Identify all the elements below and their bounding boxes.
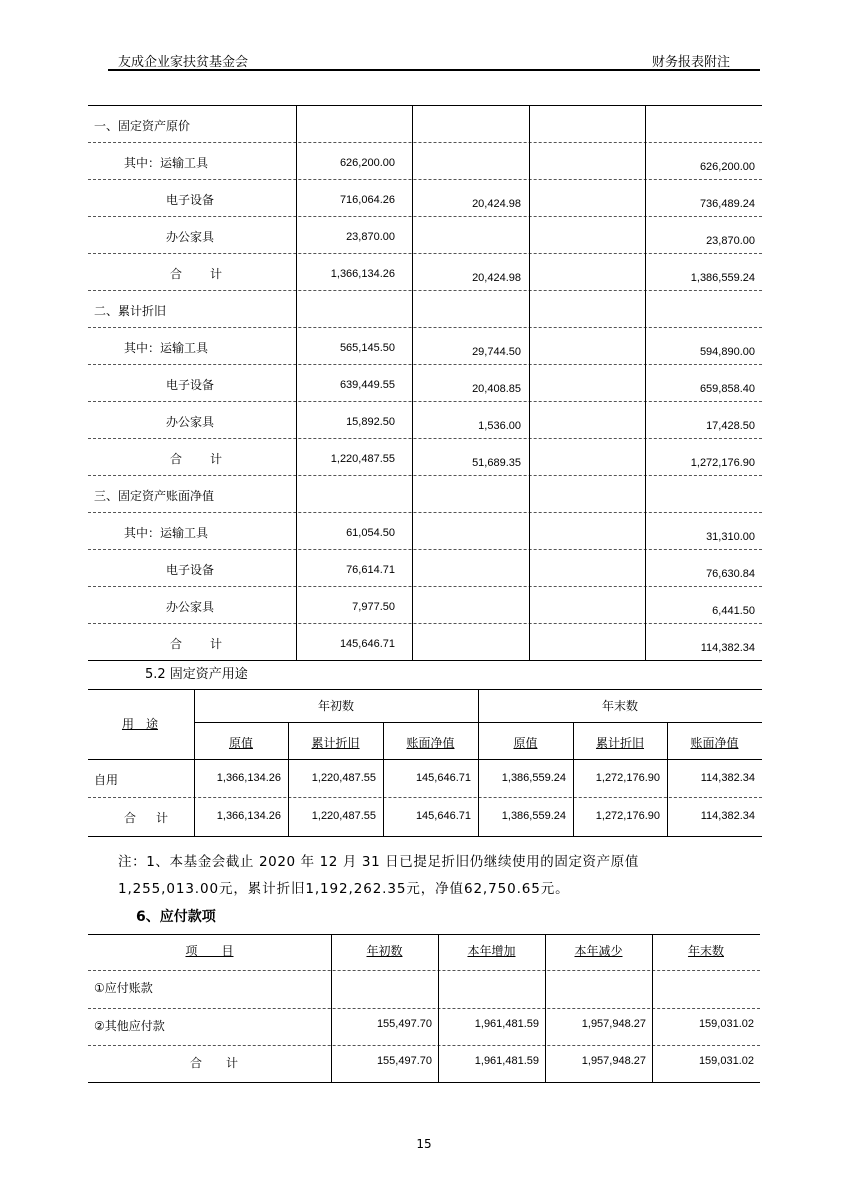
note-line-2: 1,255,013.00元，累计折旧1,192,262.35元，净值62,750.65元。 xyxy=(118,881,570,897)
usage-cell: 1,366,134.26 xyxy=(216,810,281,822)
fa-row-label: 其中：运输工具 xyxy=(124,526,209,540)
fa-cell-increase: 20,424.98 xyxy=(472,198,521,210)
fa-row-rule xyxy=(88,290,762,291)
usage-sub-net-2: 账面净值 xyxy=(690,736,739,750)
fa-cell-closing: 76,630.84 xyxy=(706,568,755,580)
fa-cell-increase: 29,744.50 xyxy=(472,346,521,358)
payables-header: 本年减少 xyxy=(574,944,623,958)
fa-row-rule xyxy=(88,253,762,254)
fa-row-label: 合 计 xyxy=(170,267,231,281)
fa-row-label: 电子设备 xyxy=(166,193,215,207)
usage-rule-row xyxy=(88,797,762,798)
fa-cell-closing: 23,870.00 xyxy=(706,235,755,247)
usage-cell: 114,382.34 xyxy=(700,772,755,784)
fa-row-rule xyxy=(88,179,762,180)
usage-cell: 1,386,559.24 xyxy=(501,772,566,784)
usage-cell: 1,366,134.26 xyxy=(216,772,281,784)
fa-cell-closing: 1,272,176.90 xyxy=(690,457,755,469)
fa-row-label: 二、累计折旧 xyxy=(94,304,167,318)
fa-cell-opening: 7,977.50 xyxy=(352,601,395,613)
fa-row-label: 其中：运输工具 xyxy=(124,156,209,170)
usage-row-label: 自用 xyxy=(94,773,119,787)
usage-section-title: 5.2 固定资产用途 xyxy=(145,667,248,682)
fa-vline-4 xyxy=(645,105,646,660)
fa-cell-closing: 626,200.00 xyxy=(699,161,755,173)
fa-cell-opening: 565,145.50 xyxy=(339,342,395,354)
fa-cell-closing: 736,489.24 xyxy=(699,198,755,210)
usage-sub-original-1: 原值 xyxy=(228,736,253,750)
note-line-1: 注：1、本基金会截止 2020 年 12 月 31 日已提足折旧仍继续使用的固定资产原值 xyxy=(118,854,639,870)
fa-row-label: 合 计 xyxy=(170,637,231,651)
payables-header: 年末数 xyxy=(687,944,724,958)
fa-row-rule xyxy=(88,142,762,143)
payables-header: 本年增加 xyxy=(467,944,516,958)
fa-row-rule xyxy=(88,623,762,624)
fa-row-rule xyxy=(88,475,762,476)
usage-rule-top xyxy=(88,689,762,690)
fa-cell-increase: 51,689.35 xyxy=(472,457,521,469)
fa-cell-opening: 145,646.71 xyxy=(339,638,395,650)
fa-row-rule xyxy=(88,216,762,217)
fa-cell-closing: 1,386,559.24 xyxy=(690,272,755,284)
usage-col-use: 用 途 xyxy=(121,717,158,731)
usage-cell: 1,220,487.55 xyxy=(311,772,376,784)
usage-sub-original-2: 原值 xyxy=(513,736,538,750)
fa-cell-closing: 114,382.34 xyxy=(700,642,755,654)
fa-cell-closing: 594,890.00 xyxy=(699,346,755,358)
fa-cell-increase: 20,424.98 xyxy=(472,272,521,284)
fa-cell-opening: 76,614.71 xyxy=(346,564,395,576)
payables-section-title: 6、应付款项 xyxy=(136,909,216,925)
fa-row-label: 办公家具 xyxy=(166,600,215,614)
payables-cell: 1,961,481.59 xyxy=(474,1055,539,1067)
payables-cell: 1,961,481.59 xyxy=(474,1018,539,1030)
fa-cell-closing: 6,441.50 xyxy=(712,605,755,617)
fa-vline-1 xyxy=(296,105,297,660)
fa-row-label: 办公家具 xyxy=(166,415,215,429)
payables-rule-top xyxy=(88,934,760,935)
payables-row-label: 合 计 xyxy=(190,1056,245,1070)
fa-cell-opening: 639,449.55 xyxy=(339,379,395,391)
usage-cell: 1,272,176.90 xyxy=(595,772,660,784)
usage-group-end: 年末数 xyxy=(601,699,638,713)
fa-cell-increase: 20,408.85 xyxy=(472,383,521,395)
fa-vline-3 xyxy=(529,105,530,660)
fa-rule-top xyxy=(88,105,762,106)
fa-cell-closing: 659,858.40 xyxy=(699,383,755,395)
payables-rule-1 xyxy=(88,970,760,971)
usage-sub-net-1: 账面净值 xyxy=(406,736,455,750)
fa-row-rule xyxy=(88,512,762,513)
usage-sub-accum-1: 累计折旧 xyxy=(311,736,360,750)
fa-row-label: 三、固定资产账面净值 xyxy=(94,489,215,503)
usage-group-begin: 年初数 xyxy=(317,699,354,713)
payables-rule-3 xyxy=(88,1045,760,1046)
fa-cell-opening: 23,870.00 xyxy=(346,231,395,243)
usage-sub-accum-2: 累计折旧 xyxy=(595,736,644,750)
payables-rule-bottom xyxy=(88,1082,760,1083)
fa-cell-opening: 1,220,487.55 xyxy=(330,453,395,465)
usage-cell: 1,272,176.90 xyxy=(595,810,660,822)
payables-cell: 159,031.02 xyxy=(698,1055,754,1067)
usage-rule-bottom xyxy=(88,836,762,837)
header-section: 财务报表附注 xyxy=(652,55,731,70)
payables-row-label: ②其他应付款 xyxy=(94,1019,165,1033)
fa-cell-opening: 626,200.00 xyxy=(339,157,395,169)
fa-row-rule xyxy=(88,364,762,365)
usage-cell: 1,220,487.55 xyxy=(311,810,376,822)
fa-cell-opening: 716,064.26 xyxy=(339,194,395,206)
fa-cell-opening: 61,054.50 xyxy=(346,527,395,539)
fa-cell-opening: 15,892.50 xyxy=(346,416,395,428)
usage-cell: 1,386,559.24 xyxy=(501,810,566,822)
fa-cell-closing: 17,428.50 xyxy=(706,420,755,432)
usage-row-label: 合 计 xyxy=(124,811,173,825)
fa-row-rule xyxy=(88,327,762,328)
header-org: 友成企业家扶贫基金会 xyxy=(118,55,249,70)
usage-rule-sub xyxy=(88,759,762,760)
payables-rule-2 xyxy=(88,1008,760,1009)
payables-cell: 159,031.02 xyxy=(698,1018,754,1030)
payables-header: 项 目 xyxy=(185,944,234,958)
fa-row-rule xyxy=(88,586,762,587)
fa-row-label: 一、固定资产原价 xyxy=(94,119,191,133)
usage-cell: 114,382.34 xyxy=(700,810,755,822)
payables-row-label: ①应付账款 xyxy=(94,981,153,995)
header-rule xyxy=(108,69,760,71)
usage-cell: 145,646.71 xyxy=(415,810,471,822)
fa-row-rule xyxy=(88,401,762,402)
payables-cell: 1,957,948.27 xyxy=(581,1018,646,1030)
fa-row-rule xyxy=(88,549,762,550)
usage-cell: 145,646.71 xyxy=(415,772,471,784)
fa-rule-bottom xyxy=(88,660,762,661)
fa-row-label: 电子设备 xyxy=(166,378,215,392)
payables-cell: 155,497.70 xyxy=(376,1018,432,1030)
fa-cell-increase: 1,536.00 xyxy=(478,420,521,432)
fa-cell-opening: 1,366,134.26 xyxy=(330,268,395,280)
payables-header: 年初数 xyxy=(366,944,403,958)
fa-row-label: 办公家具 xyxy=(166,230,215,244)
fa-vline-2 xyxy=(412,105,413,660)
payables-cell: 155,497.70 xyxy=(376,1055,432,1067)
fa-row-label: 其中：运输工具 xyxy=(124,341,209,355)
payables-cell: 1,957,948.27 xyxy=(581,1055,646,1067)
page-number: 15 xyxy=(416,1137,432,1151)
fa-cell-closing: 31,310.00 xyxy=(706,531,755,543)
fa-row-label: 电子设备 xyxy=(166,563,215,577)
fa-row-rule xyxy=(88,438,762,439)
fa-row-label: 合 计 xyxy=(170,452,231,466)
